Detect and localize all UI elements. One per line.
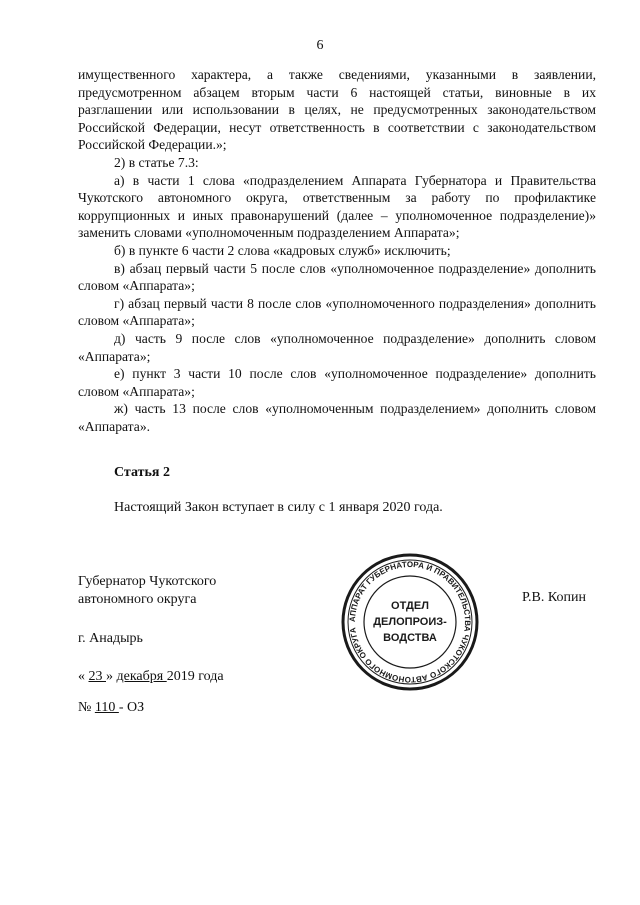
stamp-ring-text: АППАРАТ ГУБЕРНАТОРА И ПРАВИТЕЛЬСТВА ЧУКОТСКОГО АВТОНОМНОГО ОКРУГА bbox=[347, 559, 473, 685]
article-heading: Статья 2 bbox=[114, 465, 170, 480]
signer-name: Р.В. Копин bbox=[522, 590, 586, 605]
paragraph: е) пункт 3 части 10 после слов «уполномоченное подразделение» дополнить словом «Аппарата»; bbox=[78, 366, 596, 399]
paragraph: имущественного характера, а также сведениями, указанными в заявлении, предусмотренном абзацем вторым части 6 настоящей статьи, виновные в их разглашении или использовании в целях, не предусмотренных законодательством Российской Федерации, несут ответственность в соответствии с законодательством Российской Федерации.»; bbox=[78, 67, 596, 153]
paragraph: 2) в статье 7.3: bbox=[114, 154, 199, 170]
date-open-quote: « bbox=[78, 669, 85, 684]
signer-title bbox=[78, 573, 216, 609]
law-number bbox=[78, 700, 144, 716]
date-month: декабря bbox=[116, 669, 167, 684]
date-year: 2019 года bbox=[166, 669, 224, 684]
paragraph: а) в части 1 слова «подразделением Аппарата Губернатора и Правительства Чукотского автономного округа, ответственным за работу по профилактике коррупционных и иных правонарушений (далее – уполномоченное подразделение)» заменить словами «уполномоченным подразделением Аппарата»; bbox=[78, 172, 596, 241]
paragraph: д) часть 9 после слов «уполномоченное подразделение» дополнить словом «Аппарата»; bbox=[78, 330, 596, 364]
date-day: 23 bbox=[88, 669, 106, 684]
page-number: 6 bbox=[316, 38, 324, 53]
date-close-quote: » bbox=[106, 669, 113, 684]
city: г. Анадырь bbox=[78, 631, 143, 646]
signer-title-line1: Губернатор Чукотского bbox=[78, 574, 217, 589]
paragraph: ж) часть 13 после слов «уполномоченным подразделением» дополнить словом «Аппарата». bbox=[78, 401, 596, 434]
law-number-prefix: № bbox=[78, 700, 92, 715]
stamp-line1: ОТДЕЛ bbox=[391, 600, 429, 612]
law-number-value: 110 bbox=[94, 700, 119, 715]
paragraph: в) абзац первый части 5 после слов «уполномоченное подразделение» дополнить словом «Аппарата»; bbox=[78, 260, 596, 294]
enactment-text: Настоящий Закон вступает в силу с 1 января 2020 года. bbox=[114, 500, 443, 515]
signing-date bbox=[78, 669, 224, 685]
paragraph: б) в пункте 6 части 2 слова «кадровых служб» исключить; bbox=[114, 242, 451, 258]
signer-title-line2: автономного округа bbox=[78, 592, 197, 607]
law-number-suffix: - ОЗ bbox=[118, 700, 145, 715]
stamp-line2: ДЕЛОПРОИЗ- bbox=[373, 616, 447, 628]
paragraph: г) абзац первый части 8 после слов «уполномоченного подразделения» дополнить словом «Аппарата»; bbox=[78, 295, 596, 329]
official-stamp bbox=[340, 552, 480, 692]
stamp-line3: ВОДСТВА bbox=[383, 632, 437, 644]
document-body bbox=[78, 66, 596, 435]
